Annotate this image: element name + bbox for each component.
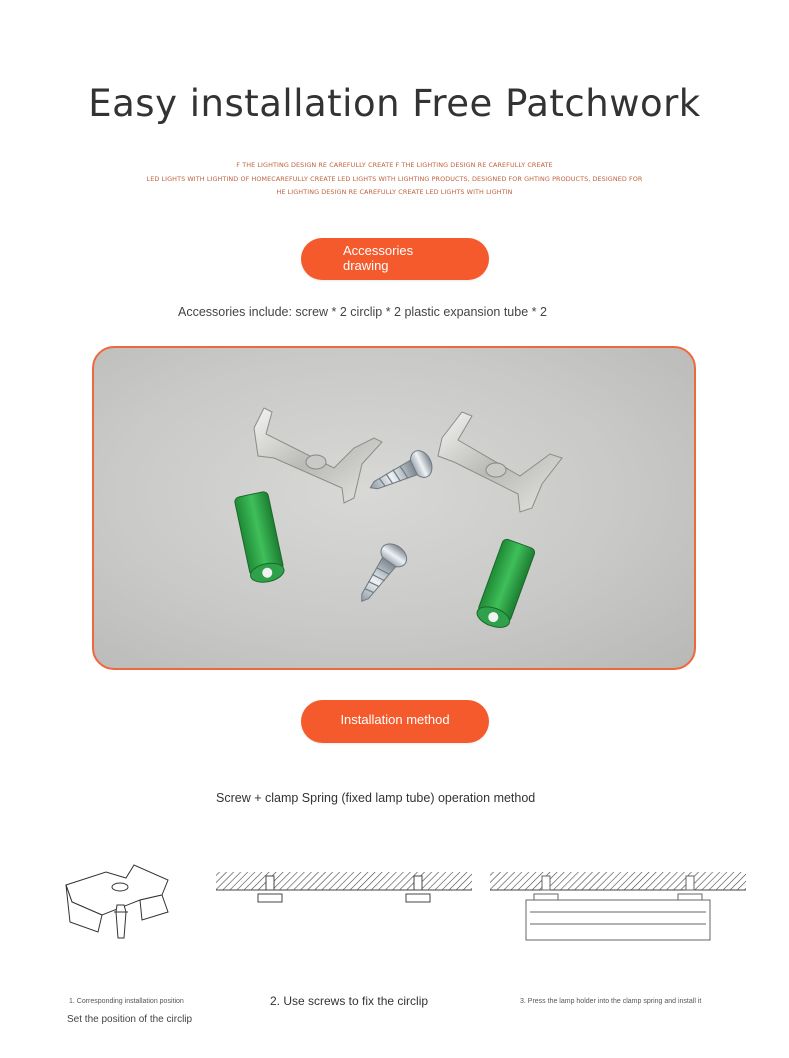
subtitle-line-2: LED LIGHTS WITH LIGHTIND OF HOMECAREFULLY CREATE LED LIGHTS WITH LIGHTING PRODUCTS, DESIGNED FOR GHTING PRODUCTS, DESIGNED FOR (146, 175, 643, 183)
screw-bottom (350, 539, 411, 609)
accessories-drawing-badge (301, 238, 489, 280)
installation-method-text: Screw + clamp Spring (fixed lamp tube) operation method (216, 791, 536, 805)
circlip-left (254, 408, 382, 503)
step-3-caption: 3. Press the lamp holder into the clamp spring and install it (520, 998, 702, 1005)
step-1-caption: 1. Corresponding installation position (69, 998, 184, 1005)
screw-top (364, 447, 436, 500)
expansion-tube-right (474, 538, 536, 631)
step-1-subcaption: Set the position of the circlip (67, 1014, 193, 1025)
installation-badge-label: Installation method (340, 712, 450, 727)
accessories-photo (92, 346, 696, 670)
step-2-caption: 2. Use screws to fix the circlip (270, 994, 429, 1008)
step-3-diagram (490, 868, 746, 944)
accessories-description: Accessories include: screw * 2 circlip * 2 plastic expansion tube * 2 (178, 305, 547, 319)
subtitle-line-1: F THE LIGHTING DESIGN RE CAREFULLY CREATE F THE LIGHTING DESIGN RE CAREFULLY CREATE (236, 161, 553, 169)
page-title: Easy installation Free Patchwork (88, 82, 701, 125)
installation-method-badge (301, 700, 489, 743)
subtitle-line-3: HE LIGHTING DESIGN RE CAREFULLY CREATE LED LIGHTS WITH LIGHTIN (276, 188, 513, 196)
circlip-right (438, 412, 562, 512)
accessories-photo-illustration (94, 348, 694, 668)
step-2-diagram (216, 868, 472, 912)
expansion-tube-left (234, 491, 286, 585)
accessories-badge-label: Accessories drawing (343, 243, 414, 273)
step-1-diagram (62, 860, 177, 945)
